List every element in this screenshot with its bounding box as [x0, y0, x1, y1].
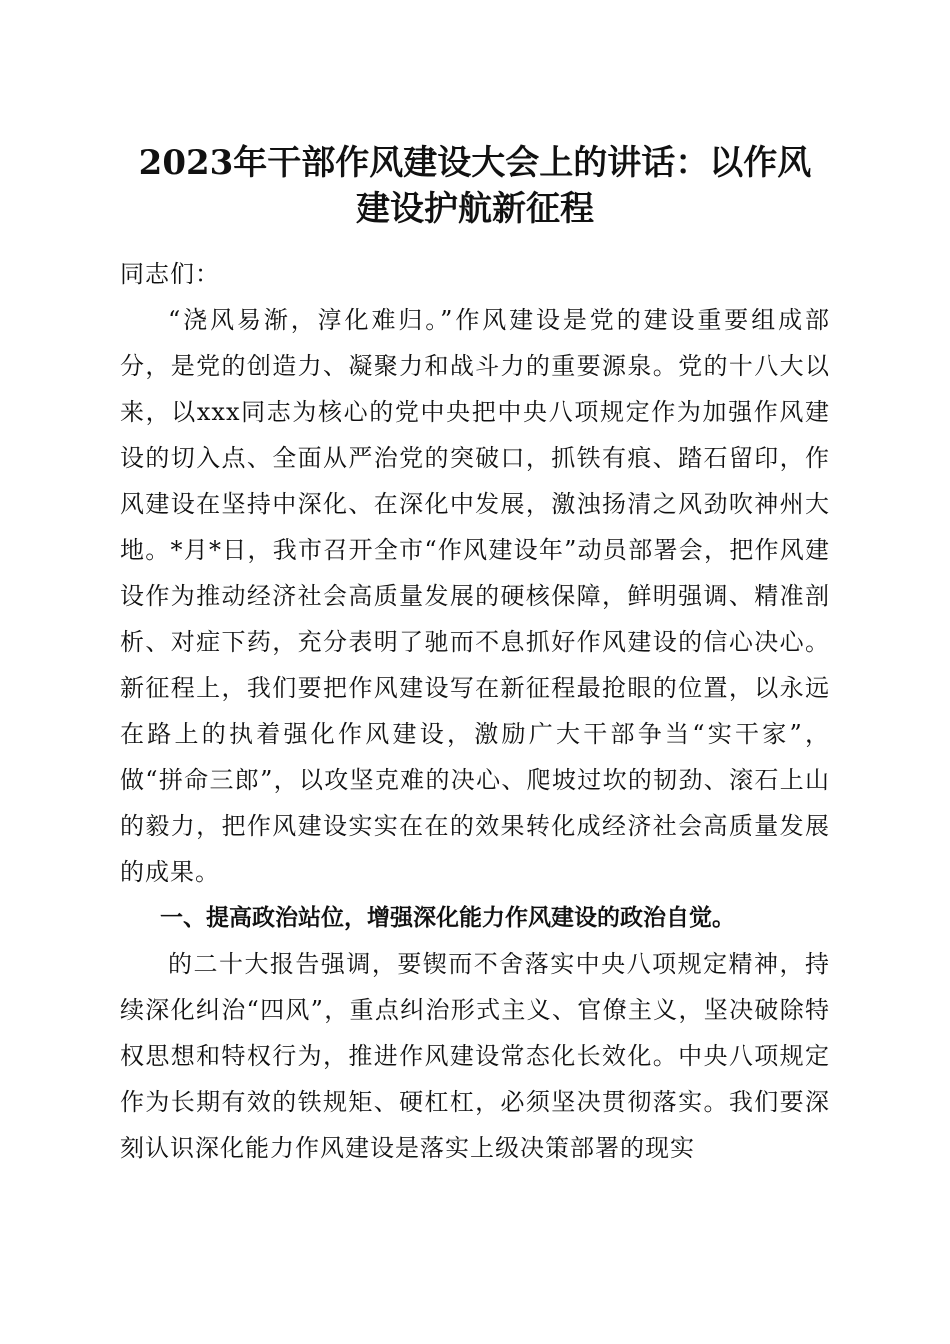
document-body	[120, 251, 830, 1171]
salutation: 同志们：	[120, 260, 220, 288]
title-line-1: 2023年干部作风建设大会上的讲话：以作风	[138, 143, 812, 183]
paragraph-intro: “浇风易渐，淳化难归。”作风建设是党的建设重要组成部分，是党的创造力、凝聚力和战斗力的重要源泉。党的十八大以来，以xxx同志为核心的党中央把中央八项规定作为加强作风建设的切入点、全面从严治党的突破口，抓铁有痕、踏石留印，作风建设在坚持中深化、在深化中发展，激浊扬清之风劲吹神州大地。*月*日，我市召开全市“作风建设年”动员部署会，把作风建设作为推动经济社会高质量发展的硬核保障，鲜明强调、精准剖析、对症下药，充分表明了驰而不息抓好作风建设的信心决心。新征程上，我们要把作风建设写在新征程最抢眼的位置，以永远在路上的执着强化作风建设，激励广大干部争当“实干家”，做“拼命三郎”，以攻坚克难的决心、爬坡过坎的韧劲、滚石上山的毅力，把作风建设实实在在的效果转化成经济社会高质量发展的成果。	[120, 306, 830, 886]
document-title	[120, 140, 830, 232]
paragraph-section-1: 的二十大报告强调，要锲而不舍落实中央八项规定精神，持续深化纠治“四风”，重点纠治形式主义、官僚主义，坚决破除特权思想和特权行为，推进作风建设常态化长效化。中央八项规定作为长期有效的铁规矩、硬杠杠，必须坚决贯彻落实。我们要深刻认识深化能力作风建设是落实上级决策部署的现实	[120, 950, 830, 1162]
section-heading-1: 一、提高政治站位，增强深化能力作风建设的政治自觉。	[160, 905, 735, 931]
title-line-2: 建设护航新征程	[356, 189, 594, 229]
